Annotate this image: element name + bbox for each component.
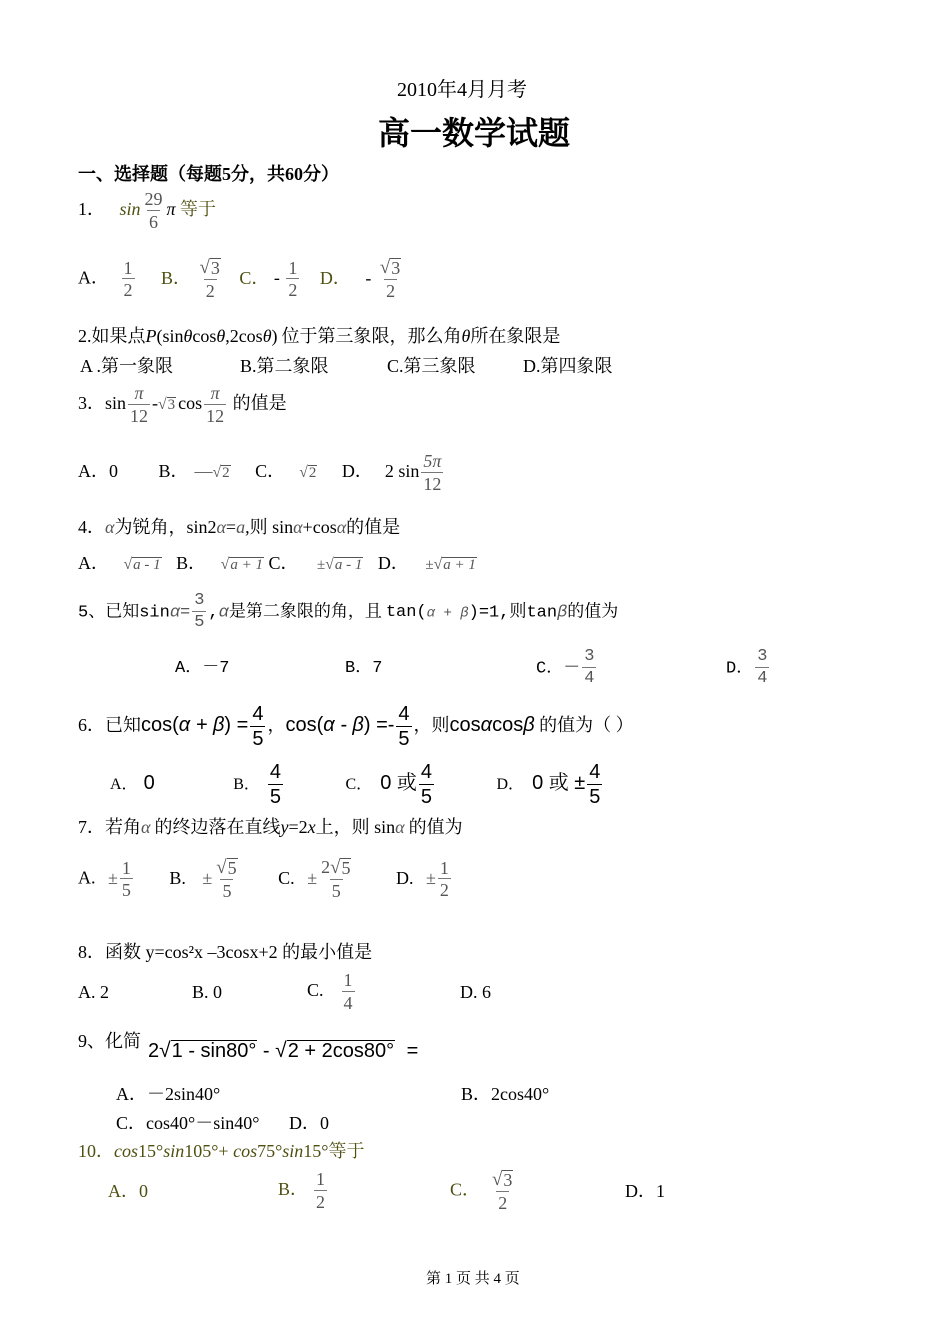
q10-val: 15°	[138, 1141, 164, 1161]
q7-option-b: √ 5 5	[216, 857, 237, 901]
q3-option-d-label: D．	[341, 461, 373, 482]
q4-alpha: α	[105, 517, 115, 537]
q5-option-d-fraction: $\frac{3}{4}$	[757, 647, 768, 688]
q6-option-b: $\frac{4}{5}$	[269, 761, 281, 808]
q4-text-1: 为锐角，sin2	[114, 517, 217, 537]
q5-option-c	[536, 648, 598, 688]
page-footer: 第 1 页 共 4 页	[426, 1271, 520, 1287]
section-heading: 一、选择题（每题5分，共60分）	[78, 164, 339, 184]
q2-stem-end: 所在象限是	[470, 326, 561, 346]
q5-text-3: )=1,则	[468, 603, 527, 623]
q7-options	[78, 858, 453, 901]
q8-option-a: A. 2	[78, 982, 109, 1002]
q6-tail: 的值为（ ）	[539, 715, 634, 736]
q7-alpha: α	[141, 817, 151, 837]
q2-mid: ,2cos	[225, 326, 263, 346]
q1-option-d-label: D．	[319, 267, 351, 288]
q6-alpha-plus-beta: α + β	[178, 714, 225, 737]
q3-option-b-label: B．	[158, 461, 189, 482]
q4-option-c: √ a - 1	[325, 556, 363, 573]
question-2	[78, 327, 560, 345]
q10-option-b-label: B．	[278, 1179, 309, 1200]
q4-alpha: α	[336, 517, 347, 537]
question-8: 8．函数 y=cos²x –3cosx+2 的最小值是	[78, 942, 373, 962]
q10-val: 105°+	[184, 1141, 234, 1161]
q5-option-a: A．－7	[175, 659, 230, 678]
q6-cos-a: cos	[449, 714, 481, 737]
q2-point: P	[145, 326, 157, 346]
q5-comma: ,	[208, 603, 219, 623]
q1-option-c-minus: -	[273, 267, 280, 288]
question-4	[78, 518, 400, 536]
q5-number: 5、已知	[78, 603, 140, 623]
q2-stem-post: 位于第三象限，那么角	[281, 326, 462, 346]
q4-alpha: α	[216, 517, 226, 537]
q10-cos: cos	[233, 1141, 258, 1161]
q1-option-a: $\frac{1}{2}$	[123, 257, 133, 301]
q4-option-a-label: A．	[78, 553, 109, 573]
q6-cos1: cos(	[141, 714, 179, 737]
q10-option-b-fraction: $\frac{1}{2}$	[316, 1169, 326, 1212]
q6-sep: ，	[267, 715, 286, 736]
q5-option-d	[726, 648, 771, 688]
q7-option-a-label: A.	[78, 867, 96, 888]
q2-option-d: D.第四象限	[523, 356, 613, 376]
q5-alpha: α	[169, 603, 181, 623]
q5-alpha: α	[218, 603, 229, 623]
q4-text-2: ,则 sin	[245, 517, 294, 537]
q1-option-d-minus: -	[365, 267, 372, 288]
q1-tail: 等于	[180, 199, 217, 220]
q5-fraction: $\frac{3}{5}$	[194, 591, 205, 632]
q6-alpha: α	[480, 714, 493, 737]
q6-beta: β	[523, 714, 535, 737]
q5-eq: =	[180, 603, 191, 623]
q7-number: 7．若角	[78, 817, 141, 837]
q5-option-b: B．7	[345, 659, 383, 678]
q2-cos: cos	[192, 326, 217, 346]
q4-option-c-pm: ±	[316, 557, 326, 573]
q5-option-c-fraction: $\frac{3}{4}$	[584, 647, 595, 688]
q3-minus: -	[152, 393, 159, 414]
q1-options	[78, 258, 405, 301]
q1-option-b-label: B．	[161, 267, 192, 288]
q8-option-c	[307, 971, 357, 1013]
q6-option-c: 0 或	[380, 772, 417, 795]
q7-alpha: α	[395, 817, 405, 837]
q6-cos2: cos(	[285, 714, 324, 737]
q1-denominator: 6	[149, 211, 159, 232]
q9-option-d: D．0	[289, 1113, 329, 1133]
q3-sqrt3: √ 3	[158, 396, 176, 414]
page-title: 高一数学试题	[378, 114, 571, 152]
q10-option-a: A．0	[108, 1181, 148, 1201]
q1-option-c: $\frac{1}{2}$	[288, 257, 298, 301]
q8-option-c-label: C.	[307, 980, 324, 1001]
q10-option-c-label: C．	[450, 1179, 481, 1200]
question-3	[78, 384, 287, 426]
q4-option-c-label: C．	[268, 553, 299, 573]
q3-number: 3．	[78, 393, 105, 414]
q9-minus: -	[257, 1040, 276, 1062]
q2-option-c: C.第三象限	[387, 356, 476, 376]
q6-eq-neg: ) =-	[363, 714, 395, 737]
q2-stem-pre: 2.如果点	[78, 326, 146, 346]
q4-a: a	[236, 517, 246, 537]
q9-radical-1: √ 1 - sin80°	[159, 1039, 257, 1062]
q6-option-b-label: B．	[233, 776, 260, 794]
q7-option-b-label: B.	[169, 867, 186, 888]
q4-option-b: √ a + 1	[220, 556, 263, 573]
q2-theta: θ	[461, 326, 471, 346]
q2-theta: θ	[262, 326, 272, 346]
question-10	[78, 1142, 365, 1160]
q8-option-b: B. 0	[192, 982, 223, 1002]
q4-options	[78, 554, 477, 573]
q10-number: 10．	[78, 1141, 114, 1161]
q10-tail: 等于	[328, 1141, 365, 1161]
q3-option-c-label: C．	[255, 461, 286, 482]
q7-option-d-pm: ±	[425, 867, 436, 888]
q1-fraction	[143, 190, 165, 232]
q2-close: )	[271, 326, 278, 346]
q6-option-a-label: A．	[110, 776, 138, 794]
q6-option-d-label: D．	[496, 776, 525, 794]
q10-val: 75°	[257, 1141, 283, 1161]
q1-numerator: 29	[144, 189, 163, 209]
q9-number: 9、化简	[78, 1031, 141, 1051]
q1-option-b: √ 3 2	[199, 257, 220, 301]
q5-tail: 的值为	[567, 603, 619, 623]
q8-option-c-fraction: $\frac{1}{4}$	[343, 970, 353, 1013]
q5-beta: β	[557, 603, 568, 623]
q1-number: 1．	[78, 199, 105, 220]
q7-option-b-pm: ±	[202, 867, 213, 888]
q5-text-2: 是第二象限的角，且	[228, 603, 382, 623]
q4-number: 4．	[78, 517, 105, 537]
q3-option-d-fraction: $\frac{5\pi}{12}$	[423, 451, 442, 494]
q3-cos: cos	[178, 393, 203, 414]
q9-coef: 2	[148, 1040, 160, 1062]
q7-x: x	[307, 817, 316, 837]
q5-option-c-label: C．－	[536, 659, 581, 679]
q4-option-d-pm: ±	[425, 557, 434, 573]
q6-option-d: 0 或 ±	[532, 772, 586, 795]
q2-theta: θ	[183, 326, 193, 346]
q1-pi: π	[166, 199, 176, 220]
q7-option-d: $\frac{1}{2}$	[439, 857, 449, 901]
q6-text-1: ，则	[413, 715, 450, 736]
question-6	[78, 704, 634, 750]
q1-option-c-label: C．	[239, 267, 270, 288]
q4-option-b-label: B．	[176, 553, 207, 573]
q2-option-a: A .第一象限	[80, 356, 174, 376]
q7-option-d-label: D.	[395, 867, 414, 888]
q2-option-b: B.第二象限	[240, 356, 329, 376]
question-1	[78, 190, 216, 232]
q6-number: 6．已知	[78, 715, 141, 736]
q10-option-b	[278, 1170, 329, 1212]
q7-eq: =2	[288, 817, 308, 837]
q4-plus: +cos	[302, 517, 337, 537]
q5-alpha-beta: α + β	[426, 605, 469, 622]
q9-option-b: B．2cos40°	[461, 1084, 550, 1104]
q4-option-d: √ a + 1	[433, 556, 476, 573]
question-9	[78, 1032, 141, 1050]
q10-sin: sin	[163, 1141, 185, 1161]
q5-option-d-label: D．	[726, 659, 754, 679]
q10-val: 15°	[303, 1141, 329, 1161]
q3-option-b-sqrt: √ 2	[212, 464, 230, 482]
q3-fraction-2: $\frac{\pi}{12}$	[206, 383, 225, 426]
question-5	[78, 592, 618, 632]
q3-sin: sin	[105, 393, 127, 414]
q2-open: (sin	[156, 326, 184, 346]
q4-eq: =	[225, 517, 237, 537]
exam-date: 2010年4月月考	[397, 79, 527, 101]
q3-fraction-1: $\frac{\pi}{12}$	[130, 383, 149, 426]
q9-expression	[148, 1040, 418, 1061]
q7-option-c: 2 √ 5 5	[321, 857, 351, 901]
q6-option-a: 0	[143, 772, 155, 795]
q5-tan: tan	[526, 603, 558, 623]
q7-tail: 的值为	[408, 817, 463, 837]
q6-option-d-fraction: $\frac{4}{5}$	[589, 761, 601, 808]
q4-alpha: α	[293, 517, 303, 537]
question-7	[78, 818, 463, 836]
q1-sin: sin	[119, 199, 141, 220]
q6-alpha-minus-beta: α - β	[323, 714, 364, 737]
q10-cos: cos	[114, 1141, 138, 1161]
q7-option-a: $\frac{1}{5}$	[121, 857, 131, 901]
q7-option-a-pm: ±	[108, 867, 118, 888]
q6-options	[110, 762, 604, 808]
q3-option-b-dash: —	[194, 461, 213, 482]
q5-tan: tan(	[385, 603, 427, 623]
q8-option-d: D. 6	[460, 982, 491, 1002]
q10-sin: sin	[282, 1141, 304, 1161]
q7-option-c-pm: ±	[307, 867, 318, 888]
q10-option-c	[450, 1170, 517, 1213]
q6-option-c-label: C．	[345, 776, 373, 794]
q1-option-a-label: A．	[78, 267, 109, 288]
q9-radical-2: √ 2 + 2cos80°	[275, 1039, 395, 1062]
q6-fraction-1: $\frac{4}{5}$	[252, 703, 264, 750]
q3-tail: 的值是	[232, 393, 287, 414]
q6-eq: ) =	[224, 714, 249, 737]
q10-option-c-fraction: √ 3 2	[492, 1169, 513, 1213]
q9-option-c: C．cos40°－sin40°	[116, 1113, 260, 1133]
q3-option-d-sin: 2 sin	[384, 461, 420, 482]
q3-option-c-sqrt: √ 2	[299, 464, 317, 482]
q4-option-a: √ a - 1	[123, 556, 161, 573]
q6-fraction-2: $\frac{4}{5}$	[398, 703, 410, 750]
q7-option-c-label: C.	[278, 867, 295, 888]
q1-option-d: √ 3 2	[379, 257, 401, 301]
q4-option-d-label: D．	[377, 553, 409, 573]
q3-option-a: A．0	[78, 461, 118, 482]
q7-text-1: 的终边落在直线	[154, 817, 281, 837]
q3-options	[78, 452, 445, 494]
q9-eq: =	[401, 1040, 419, 1062]
q5-sin: sin	[139, 603, 170, 623]
q6-option-c-fraction: $\frac{4}{5}$	[420, 761, 432, 808]
q10-option-d: D．1	[625, 1181, 665, 1201]
q6-cos-b: cos	[492, 714, 524, 737]
q2-theta: θ	[216, 326, 226, 346]
q9-option-a: A．－2sin40°	[116, 1084, 221, 1104]
q7-y: y	[280, 817, 289, 837]
q4-tail: 的值是	[346, 517, 401, 537]
q7-text-2: 上，则 sin	[315, 817, 396, 837]
